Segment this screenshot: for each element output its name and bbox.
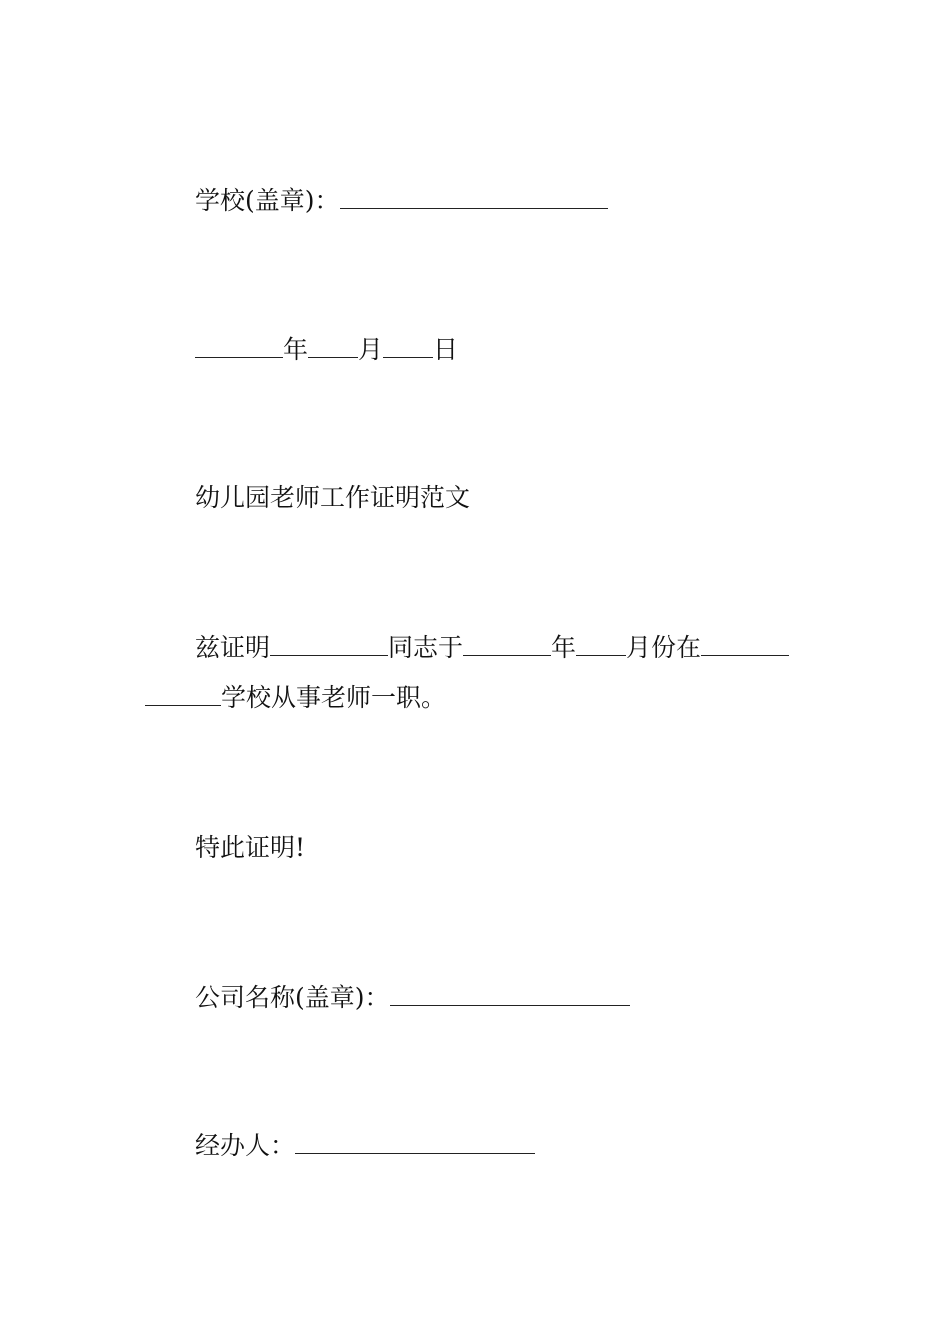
handler-blank[interactable] (295, 1131, 535, 1154)
certify-year: 年 (551, 633, 577, 662)
certify-comrade: 同志于 (388, 633, 464, 662)
day-label: 日 (433, 335, 459, 364)
school-name-blank-1[interactable] (701, 633, 789, 656)
date-line (195, 334, 458, 366)
day-blank[interactable] (383, 335, 433, 358)
handler-line (195, 1130, 535, 1162)
school-name-blank-2[interactable] (145, 683, 221, 706)
company-seal-line (195, 982, 630, 1014)
closing-text: 特此证明! (195, 833, 306, 862)
start-month-blank[interactable] (576, 633, 626, 656)
month-label: 月 (358, 335, 384, 364)
year-blank[interactable] (195, 335, 283, 358)
company-seal-blank[interactable] (390, 983, 630, 1006)
certify-line-2 (145, 682, 446, 714)
certify-suffix: 学校从事老师一职。 (221, 683, 447, 712)
start-year-blank[interactable] (463, 633, 551, 656)
company-seal-label: 公司名称(盖章)： (195, 983, 390, 1012)
school-seal-label: 学校(盖章)： (195, 186, 340, 215)
handler-label: 经办人： (195, 1131, 296, 1160)
school-seal-blank[interactable] (340, 186, 608, 209)
year-label: 年 (283, 335, 309, 364)
school-seal-line (195, 185, 608, 217)
certify-line-1 (195, 632, 789, 664)
section-title: 幼儿园老师工作证明范文 (195, 483, 471, 512)
certify-month-at: 月份在 (626, 633, 702, 662)
month-blank[interactable] (308, 335, 358, 358)
certify-prefix: 兹证明 (195, 633, 271, 662)
name-blank[interactable] (270, 633, 388, 656)
